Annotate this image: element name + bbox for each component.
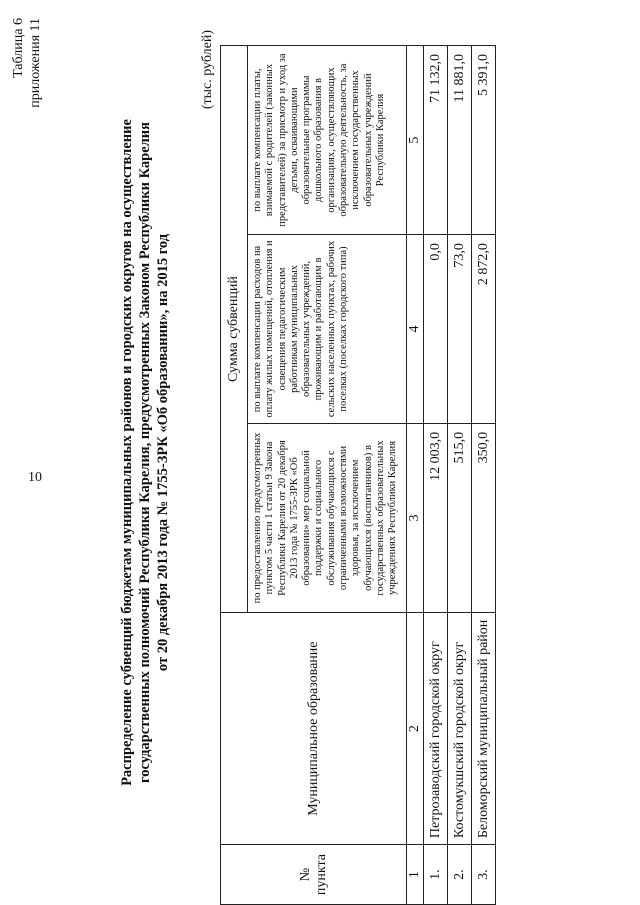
- row-number: 2.: [448, 845, 472, 905]
- document-title: [118, 0, 172, 905]
- title-line3: от 20 декабря 2013 года № 1755-ЗРК «Об образовании», на 2015 год: [155, 233, 171, 672]
- column-numbers-row: [407, 46, 424, 905]
- column-number: 1: [407, 845, 424, 905]
- value-col3: 350,0: [472, 423, 496, 612]
- value-col3: 515,0: [448, 423, 472, 612]
- header-group-subsidy: Сумма субвенций: [221, 46, 248, 613]
- value-col5: 71 132,0: [424, 46, 448, 235]
- table-label-line1: Таблица 6: [11, 18, 26, 78]
- row-number: 3.: [472, 845, 496, 905]
- value-col5: 5 391,0: [472, 46, 496, 235]
- table-row: [448, 46, 472, 905]
- unit-label: (тыс. рублей): [200, 30, 215, 110]
- header-row: [221, 46, 248, 905]
- table-label: [10, 18, 44, 108]
- subsidy-table: [220, 45, 496, 905]
- column-number: 3: [407, 423, 424, 612]
- value-col5: 11 881,0: [448, 46, 472, 235]
- page-number: 10: [28, 470, 42, 485]
- column-number: 5: [407, 46, 424, 235]
- municipality-name: Беломорский муниципальный район: [472, 613, 496, 845]
- header-col-number: № пункта: [221, 845, 407, 905]
- title-line2: государственных полномочий Республики Карелия, предусмотренных Законом Республики Карелия: [137, 122, 153, 783]
- column-number: 4: [407, 235, 424, 424]
- value-col3: 12 003,0: [424, 423, 448, 612]
- table-row: [472, 46, 496, 905]
- value-col4: 73,0: [448, 235, 472, 424]
- municipality-name: Петрозаводский городской округ: [424, 613, 448, 845]
- municipality-name: Костомукшский городской округ: [448, 613, 472, 845]
- header-col-municipality: Муниципальное образование: [221, 613, 407, 845]
- header-col5: по выплате компенсации платы, взимаемой с родителей (законных представителей) за присмотр и уход за детьми, осваивающими образовательные программы дошкольного образования в организациях, осуществляющих образовательную деятельность, за исключением государственных образовательных учреждений Республики Карелия: [248, 46, 407, 235]
- column-number: 2: [407, 613, 424, 845]
- table-row: [424, 46, 448, 905]
- title-line1: Распределение субвенций бюджетам муниципальных районов и городских округов на осуществление: [119, 119, 135, 786]
- value-col4: 0,0: [424, 235, 448, 424]
- value-col4: 2 872,0: [472, 235, 496, 424]
- table-label-line2: приложения 11: [28, 18, 43, 108]
- header-col4: по выплате компенсации расходов на оплату жилых помещений, отопления и освещения педагогическим работникам муниципальных образовательных учреждений, проживающим и работающим в сельских населенных пунктах, рабочих поселках (поселках городского типа): [248, 235, 407, 424]
- header-col3: по предоставлению предусмотренных пунктом 5 части 1 статьи 9 Закона Республики Карелия от 20 декабря 2013 года № 1755-ЗРК «Об образовании» мер социальной поддержки и социального обслуживания обучающихся с ограниченными возможностями здоровья, за исключением обучающихся (воспитанников) в государственных образовательных учреждениях Республики Карелия: [248, 423, 407, 612]
- row-number: 1.: [424, 845, 448, 905]
